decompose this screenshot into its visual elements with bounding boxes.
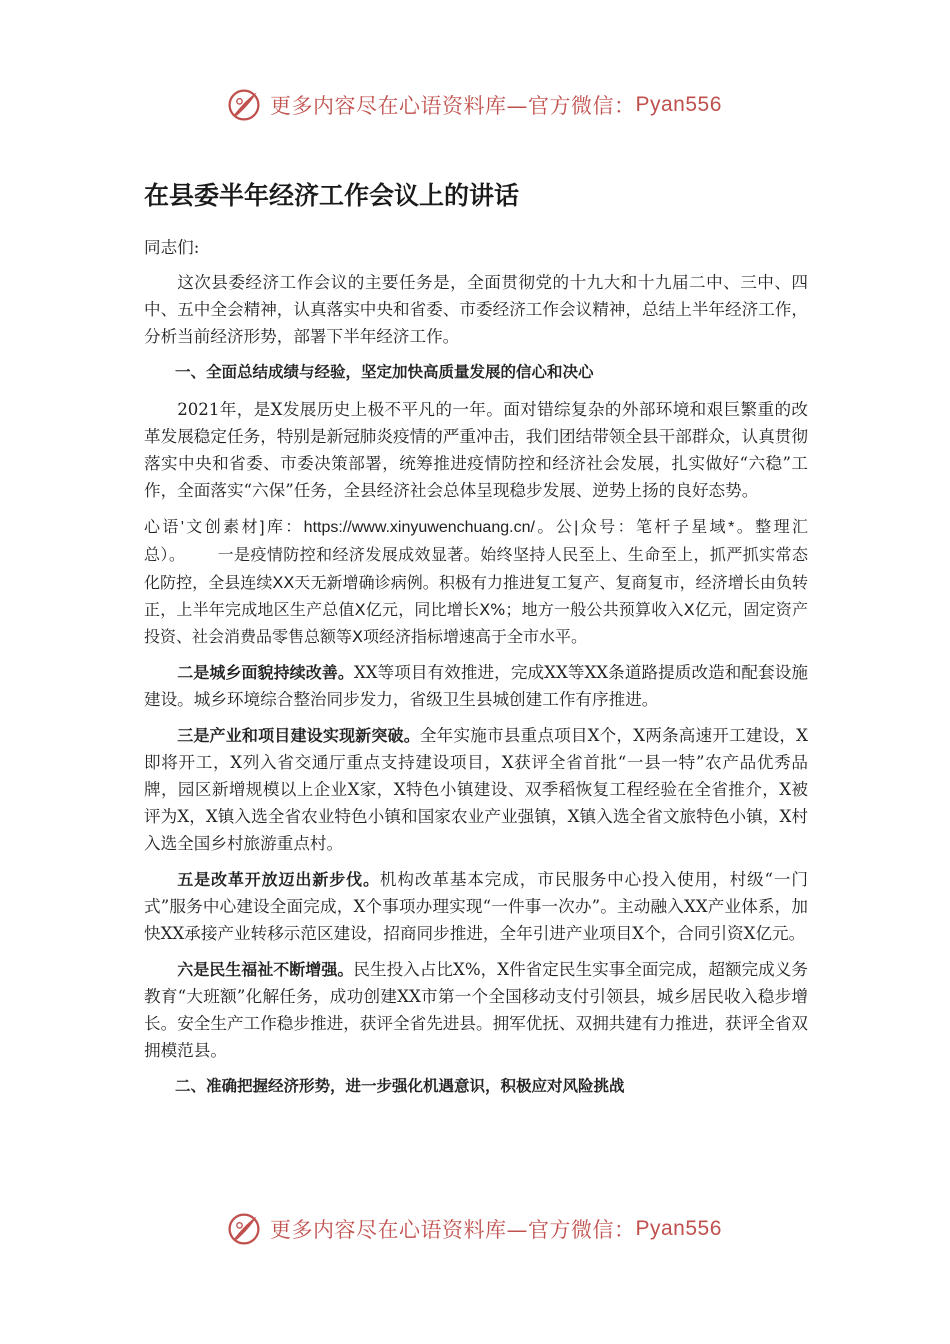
section-1-intro-paragraph: 2021年，是X发展历史上极不平凡的一年。面对错综复杂的外部环境和艰巨繁重的改革发展稳定任务，特别是新冠肺炎疫情的严重冲击，我们团结带领全县干部群众，认真贯彻落实中央和省委、市委决策部署，统筹推进疫情防控和经济社会发展，扎实做好“六稳”工作，全面落实“六保”任务，全县经济社会总体呈现稳步发展、逆势上扬的良好态势。 — [144, 400, 808, 500]
watermark-banner-top — [226, 84, 722, 126]
point-5-lead: 五是改革开放迈出新步伐。 — [177, 870, 380, 889]
quill-logo-icon — [226, 87, 262, 123]
section-1-heading: 一、全面总结成绩与经验，坚定加快高质量发展的信心和决心 — [175, 363, 594, 381]
point-3-text: 全年实施市县重点项目X个，X两条高速开工建设，X即将开工，X列入省交通厅重点支持建设项目，X获评全省首批“一县一特”农产品优秀品牌，园区新增规模以上企业X家，X特色小镇建设、双季稻恢复工程经验在全省推介，X被评为X，X镇入选全省农业特色小镇和国家农业产业强镇，X镇入选全省文旅特色小镇，X村入选全国乡村旅游重点村。 — [144, 726, 808, 853]
document-title: 在县委半年经济工作会议上的讲话 — [144, 181, 520, 210]
point-6-text: 民生投入占比X%，X件省定民生实事全面完成，超额完成义务教育“大班额”化解任务，成功创建XX市第一个全国移动支付引领县，城乡居民收入稳步增长。安全生产工作稳步推进，获评全省先进县。拥军优抚、双拥共建有力推进，获评全省双拥模范县。 — [144, 960, 808, 1060]
watermark-text: 更多内容尽在心语资料库—官方微信： — [270, 94, 636, 118]
point-3-lead: 三是产业和项目建设实现新突破。 — [177, 726, 420, 745]
point-2-lead: 二是城乡面貌持续改善。 — [177, 663, 354, 682]
point-5-text: 机构改革基本完成，市民服务中心投入使用，村级“一门式”服务中心建设全面完成，X个事项办理实现“一件事一次办”。主动融入XX产业体系，加快XX承接产业转移示范区建设，招商同步推进，全年引进产业项目X个，合同引资X亿元。 — [144, 870, 808, 943]
watermark-account: Pyan556 — [635, 93, 722, 116]
point-6-lead: 六是民生福祉不断增强。 — [177, 960, 354, 979]
point-6-paragraph — [144, 956, 808, 1064]
point-2-paragraph — [144, 659, 808, 713]
point-2-text: XX等项目有效推进，完成XX等XX条道路提质改造和配套设施建设。城乡环境综合整治同步发力，省级卫生县城创建工作有序推进。 — [144, 663, 808, 709]
point-1-text: 一是疫情防控和经济发展成效显著。始终坚持人民至上、生命至上，抓严抓实常态化防控，全县连续XX天无新增确诊病例。积极有力推进复工复产、复商复市，经济增长由负转正，上半年完成地区生产总值X亿元，同比增长X%；地方一般公共预算收入X亿元，固定资产投资、社会消费品零售总额等X项经济指标增速高于全市水平。 — [144, 545, 808, 646]
watermark-text: 更多内容尽在心语资料库—官方微信： — [270, 1218, 636, 1242]
point-5-paragraph — [144, 866, 808, 947]
point-3-paragraph — [144, 722, 808, 857]
greeting: 同志们: — [144, 238, 200, 257]
intro-paragraph: 这次县委经济工作会议的主要任务是，全面贯彻党的十九大和十九届二中、三中、四中、五中全会精神，认真落实中央和省委、市委经济工作会议精神，总结上半年经济工作，分析当前经济形势，部署下半年经济工作。 — [144, 273, 808, 346]
watermark-account: Pyan556 — [635, 1217, 722, 1240]
point-1-paragraph — [144, 513, 808, 650]
watermark-banner-bottom — [226, 1208, 722, 1250]
section-2-heading: 二、准确把握经济形势，进一步强化机遇意识，积极应对风险挑战 — [175, 1077, 625, 1095]
document-body — [144, 178, 808, 1110]
quill-logo-icon — [226, 1211, 262, 1247]
source-note: 心语'文创素材]库：https://www.xinyuwenchuang.cn/。公|众号：笔杆子星域*。整理汇总）。 — [144, 519, 808, 564]
